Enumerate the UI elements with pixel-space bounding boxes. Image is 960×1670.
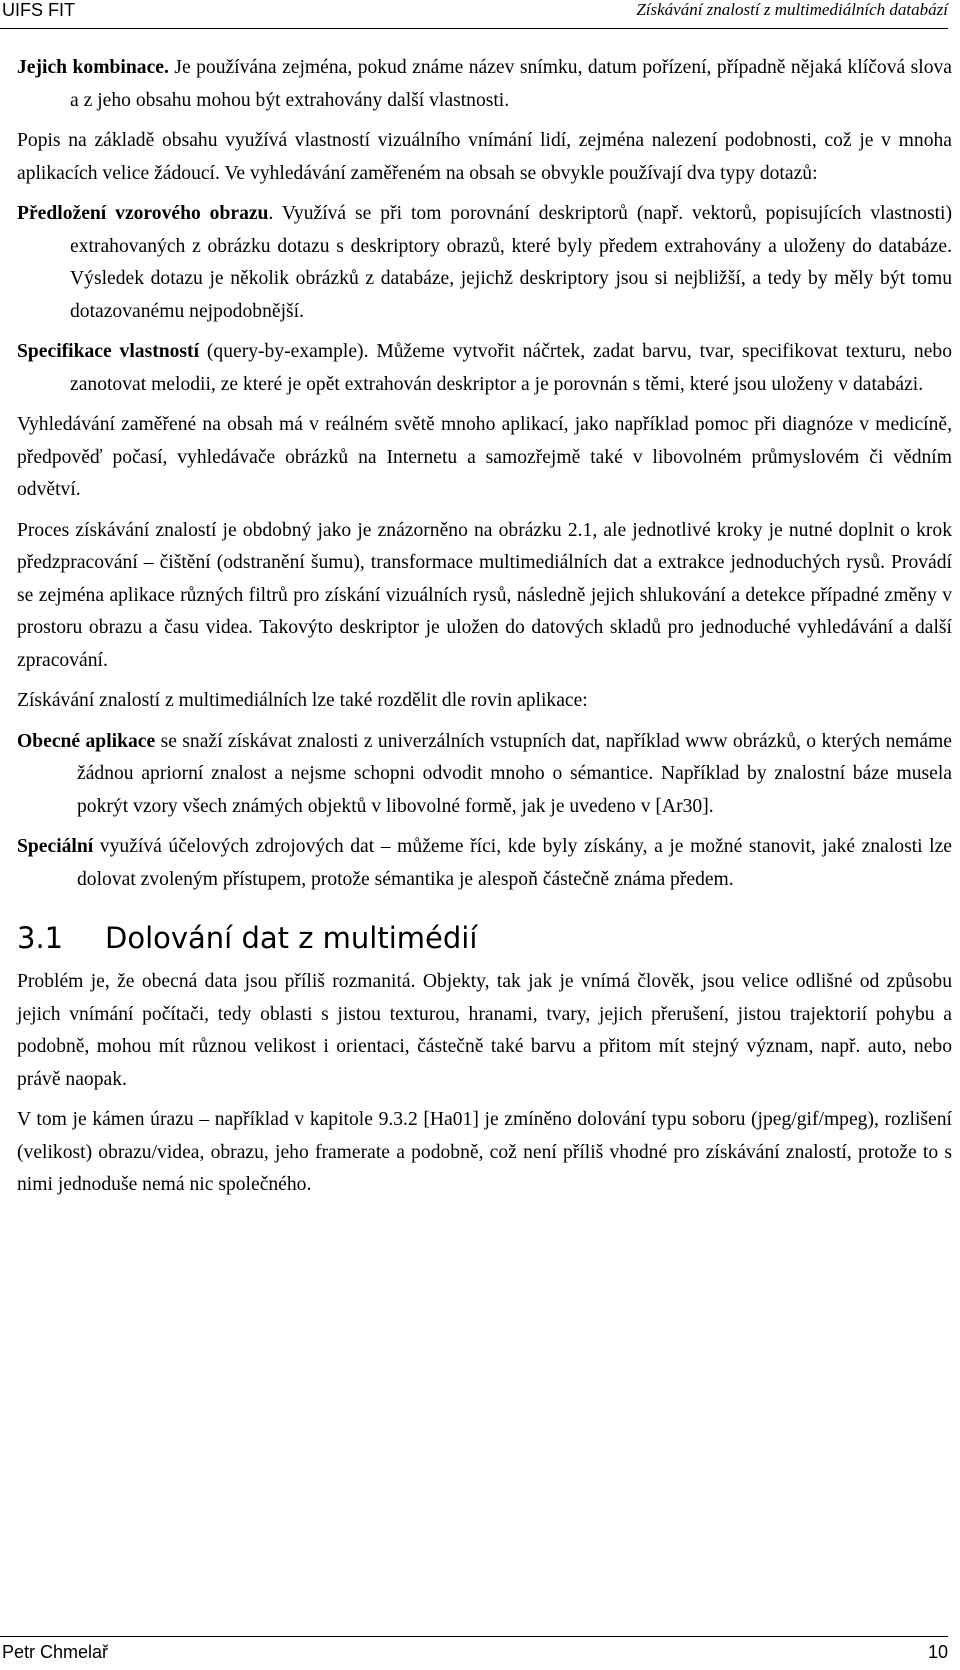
- footer-author: Petr Chmelař: [2, 1642, 109, 1662]
- paragraph-general-apps: [17, 726, 952, 824]
- paragraph-text: (query-by-example). Můžeme vytvořit náčrtek, zadat barvu, tvar, specifikovat texturu, nebo zanotovat melodii, ze které je opět extrahován deskriptor a je porovnán s těmi, které jsou uloženy v databázi.: [70, 341, 952, 395]
- term-combination: Jejich kombinace.: [17, 57, 169, 78]
- page-header: [0, 0, 948, 29]
- paragraph-problem: Problém je, že obecná data jsou příliš rozmanitá. Objekty, tak jak je vnímá člověk, jsou velice odlišné od způsobu jejich vnímání počítači, tedy oblasti s jistou texturou, hranami, tvary, jejich přerušení, jistou trajektorií pohybu a podobně, mohou mít různou velikost i orientaci, částečně také barvu a přitom mít stejný význam, např. auto, nebo právě naopak.: [17, 971, 952, 1090]
- paragraph-special-apps: [17, 831, 952, 896]
- term-general-apps: Obecné aplikace: [17, 730, 156, 752]
- paragraph-combination: [17, 52, 952, 117]
- section-title: Dolování dat z multimédií: [105, 921, 478, 955]
- header-title: Získávání znalostí z multimediálních databází: [636, 0, 948, 19]
- paragraph-feature-spec: [17, 336, 952, 401]
- paragraph-text: se snaží získávat znalosti z univerzálních vstupních dat, například www obrázků, o kterých nemáme žádnou apriorní znalost a nejsme schopni odvodit mnoho o sémantice. Například by znalostní báze musela pokrýt vzory všech známých objektů v libovolné formě, jak je uvedeno v [Ar30].: [77, 730, 952, 817]
- paragraph-process: Proces získávání znalostí je obdobný jako je znázorněno na obrázku 2.1, ale jednotlivé kroky je nutné doplnit o krok předzpracování – čištění (odstranění šumu), transformace multimediálních dat a extrakce jednoduchých rysů. Provádí se zejména aplikace různých filtrů pro získání vizuálních rysů, následně jejich shlukování a detekce případné změny v prostoru obrazu a času videa. Takovýto deskriptor je uložen do datových skladů pro jednoduché vyhledávání a další zpracování.: [17, 519, 952, 671]
- section-heading: [17, 918, 952, 958]
- header-school: UIFS FIT: [2, 0, 75, 20]
- paragraph-query-by-image: [17, 198, 952, 328]
- page-number: 10: [927, 1642, 948, 1662]
- term-feature-spec: Specifikace vlastností: [17, 341, 200, 362]
- term-special-apps: Speciální: [17, 836, 94, 857]
- paragraph-applications: Vyhledávání zaměřené na obsah má v reálném světě mnoho aplikací, jako například pomoc při diagnóze v medicíně, předpověď počasí, vyhledávače obrázků na Internetu a samozřejmě také v libovolném průmyslovém či vědním odvětví.: [17, 414, 952, 500]
- paragraph-text: využívá účelových zdrojových dat – můžeme říci, kde byly získány, a je možné stanovit, jaké znalosti lze dolovat zvoleným přístupem, protože sémantika je alespoň částečně známa předem.: [77, 836, 952, 890]
- document-body: [17, 52, 952, 1202]
- term-sample-image: Předložení vzorového obrazu: [17, 203, 269, 224]
- paragraph-levels: Získávání znalostí z multimediálních lze také rozdělit dle rovin aplikace:: [17, 690, 588, 711]
- paragraph-text: . Využívá se při tom porovnání deskriptorů (např. vektorů, popisujících vlastnosti) extrahovaných z obrázku dotazu s deskriptory obrazů, které byly předem extrahovány a uloženy do databáze. Výsledek dotazu je několik obrázků z databáze, jejichž deskriptory jsou si nejbližší, a tedy by měly být tomu dotazovanému nejpodobnější.: [70, 203, 952, 322]
- paragraph-content-description: Popis na základě obsahu využívá vlastností vizuálního vnímání lidí, zejména nalezení podobnosti, což je v mnoha aplikacích velice žádoucí. Ve vyhledávání zaměřeném na obsah se obvykle používají dva typy dotazů:: [17, 130, 952, 184]
- page-footer: [0, 1636, 948, 1670]
- section-number: 3.1: [17, 921, 64, 955]
- paragraph-text: Je používána zejména, pokud známe název snímku, datum pořízení, případně nějaká klíčová slova a z jeho obsahu mohou být extrahovány další vlastnosti.: [70, 57, 952, 111]
- paragraph-stumbling-block: V tom je kámen úrazu – například v kapitole 9.3.2 [Ha01] je zmíněno dolování typu soboru (jpeg/gif/mpeg), rozlišení (velikost) obrazu/videa, obrazu, jeho framerate a podobně, což není příliš vhodné pro získávání znalostí, protože to s nimi jednoduše nemá nic společného.: [17, 1109, 952, 1195]
